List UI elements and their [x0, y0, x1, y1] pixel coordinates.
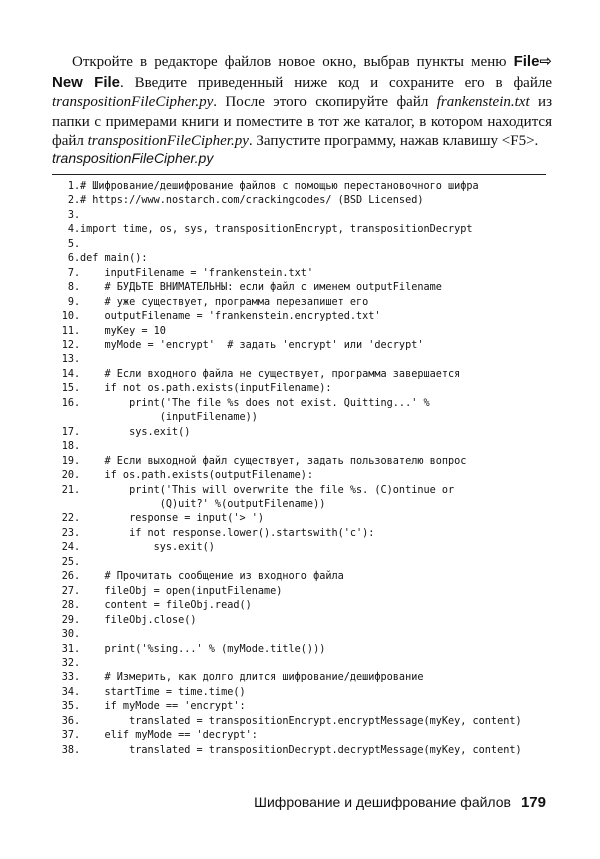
line-number: 19	[61, 455, 74, 467]
line-number-dot: .	[74, 238, 81, 250]
code-text: print('%sing...' % (myMode.title()))	[80, 643, 326, 655]
line-number: 20	[61, 470, 74, 482]
line-number: 25	[61, 556, 74, 568]
line-number: 37	[61, 730, 74, 742]
line-number-dot: .	[74, 325, 81, 337]
code-line	[52, 267, 572, 281]
line-number: 6	[67, 253, 74, 265]
code-text: if not response.lower().startswith('c'):	[80, 527, 375, 539]
line-number-dot: .	[74, 267, 81, 279]
code-text: # Если входного файла не существует, программа завершается	[80, 368, 461, 380]
line-number-dot: .	[74, 600, 81, 612]
line-number: 3	[67, 209, 74, 221]
code-line	[52, 671, 572, 685]
code-text: # https://www.nostarch.com/crackingcodes/ (BSD Licensed)	[80, 195, 424, 207]
filename-2: frankenstein.txt	[436, 94, 530, 110]
line-number: 2	[67, 195, 74, 207]
code-line	[52, 469, 572, 483]
code-text: myKey = 10	[80, 325, 166, 337]
code-listing	[52, 180, 572, 758]
intro-paragraph	[52, 52, 552, 152]
line-number-dot: .	[74, 296, 81, 308]
code-text: # БУДЬТЕ ВНИМАТЕЛЬНЫ: если файл с именем outputFilename	[80, 282, 442, 294]
code-line	[52, 614, 572, 628]
code-line	[52, 310, 572, 324]
filename-1: transpositionFileCipher.py	[52, 94, 214, 110]
code-text: translated = transpositionDecrypt.decryptMessage(myKey, content)	[80, 744, 522, 756]
code-line	[52, 541, 572, 555]
line-number-dot: .	[74, 354, 81, 366]
code-text: response = input('> ')	[80, 513, 265, 525]
line-number-dot: .	[74, 513, 81, 525]
line-number: 5	[67, 238, 74, 250]
line-number	[52, 411, 74, 425]
line-number-dot: .	[74, 368, 81, 380]
code-line	[52, 382, 572, 396]
line-number: 18	[61, 441, 74, 453]
code-text: fileObj = open(inputFilename)	[80, 585, 283, 597]
line-number-dot: .	[74, 383, 81, 395]
code-text: # Если выходной файл существует, задать пользователю вопрос	[80, 455, 467, 467]
code-text: content = fileObj.read()	[80, 600, 252, 612]
code-text: if os.path.exists(outputFilename):	[80, 470, 314, 482]
code-line	[52, 498, 572, 512]
line-number-dot: .	[74, 441, 81, 453]
code-line	[52, 556, 572, 570]
code-text: myMode = 'encrypt' # задать 'encrypt' или 'decrypt'	[80, 339, 424, 351]
code-line	[52, 238, 572, 252]
code-line	[52, 252, 572, 266]
code-line	[52, 411, 572, 425]
line-number: 9	[67, 296, 74, 308]
line-number-dot: .	[74, 470, 81, 482]
code-line	[52, 512, 572, 526]
line-number-dot: .	[74, 455, 81, 467]
line-number: 7	[67, 267, 74, 279]
code-line	[52, 715, 572, 729]
code-line	[52, 209, 572, 223]
line-number: 16	[61, 397, 74, 409]
line-number: 11	[61, 325, 74, 337]
code-text: print('This will overwrite the file %s. (C)ontinue or	[80, 484, 455, 496]
line-number: 34	[61, 686, 74, 698]
line-number: 22	[61, 513, 74, 525]
line-number: 23	[61, 527, 74, 539]
line-number-dot: .	[74, 629, 81, 641]
line-number-dot: .	[74, 556, 81, 568]
code-text: # Шифрование/дешифрование файлов с помощью перестановочного шифра	[80, 181, 479, 192]
line-number-dot: .	[74, 686, 81, 698]
line-number-dot: .	[74, 571, 81, 583]
page-footer	[254, 794, 546, 811]
line-number-dot: .	[74, 484, 81, 496]
line-number-dot: .	[74, 253, 81, 265]
line-number: 14	[61, 368, 74, 380]
line-number-dot: .	[74, 282, 81, 294]
chapter-title: Шифрование и дешифрование файлов	[254, 794, 511, 810]
code-line	[52, 455, 572, 469]
code-text: if not os.path.exists(inputFilename):	[80, 383, 332, 395]
code-text: sys.exit()	[80, 426, 191, 438]
line-number-dot: .	[74, 585, 81, 597]
filename-3: transpositionFileCipher.py	[87, 133, 249, 149]
line-number: 29	[61, 614, 74, 626]
line-number-dot: .	[74, 614, 81, 626]
line-number	[52, 498, 74, 512]
line-number-dot: .	[74, 657, 81, 669]
code-line	[52, 325, 572, 339]
line-number-dot: .	[74, 311, 81, 323]
line-number: 33	[61, 672, 74, 684]
code-line	[52, 643, 572, 657]
code-line	[52, 585, 572, 599]
code-text: (Q)uit?' %(outputFilename))	[80, 498, 326, 510]
code-line	[52, 686, 572, 700]
code-text: fileObj.close()	[80, 614, 197, 626]
code-text: (inputFilename))	[80, 412, 258, 424]
code-line	[52, 180, 572, 194]
menu-new-file: New File	[52, 73, 120, 91]
code-text: translated = transpositionEncrypt.encryptMessage(myKey, content)	[80, 715, 522, 727]
line-number-dot: .	[74, 209, 81, 221]
listing-divider	[52, 174, 546, 175]
line-number: 24	[61, 542, 74, 554]
code-line	[52, 744, 572, 758]
line-number: 32	[61, 657, 74, 669]
line-number-dot: .	[74, 730, 81, 742]
line-number-dot: .	[74, 542, 81, 554]
code-line	[52, 296, 572, 310]
intro-text-3: . После этого скопируйте файл	[213, 94, 437, 110]
code-line	[52, 223, 572, 237]
code-line	[52, 657, 572, 671]
line-number: 4	[67, 224, 74, 236]
intro-text-1: Откройте в редакторе файлов новое окно, выбрав пункты меню	[72, 54, 514, 70]
code-line	[52, 281, 572, 295]
code-text: import time, os, sys, transpositionEncrypt, transpositionDecrypt	[80, 224, 473, 236]
line-number: 1	[67, 181, 74, 192]
intro-text-4: из папки с примерами книги и поместите в тот же каталог, в котором находится файл	[52, 94, 552, 149]
line-number: 36	[61, 715, 74, 727]
code-text: sys.exit()	[80, 542, 215, 554]
code-text: inputFilename = 'frankenstein.txt'	[80, 267, 314, 279]
code-text: if myMode == 'encrypt':	[80, 701, 246, 713]
code-text: startTime = time.time()	[80, 686, 246, 698]
line-number: 12	[61, 339, 74, 351]
code-line	[52, 599, 572, 613]
line-number-dot: .	[74, 397, 81, 409]
code-line	[52, 353, 572, 367]
code-text: elif myMode == 'decrypt':	[80, 730, 258, 742]
line-number-dot: .	[74, 744, 81, 756]
line-number: 21	[61, 484, 74, 496]
line-number-dot: .	[74, 426, 81, 438]
line-number-dot: .	[74, 672, 81, 684]
line-number-dot: .	[74, 527, 81, 539]
line-number: 15	[61, 383, 74, 395]
line-number: 10	[61, 311, 74, 323]
code-line	[52, 194, 572, 208]
line-number: 26	[61, 571, 74, 583]
page-number: 179	[520, 794, 546, 811]
line-number: 31	[61, 643, 74, 655]
code-text: print('The file %s does not exist. Quitting...' %	[80, 397, 430, 409]
code-line	[52, 339, 572, 353]
line-number-dot: .	[74, 224, 81, 236]
line-number-dot: .	[74, 643, 81, 655]
line-number: 17	[61, 426, 74, 438]
code-line	[52, 700, 572, 714]
code-text: def main():	[80, 253, 148, 265]
listing-title: transpositionFileCipher.py	[52, 150, 214, 166]
line-number: 38	[61, 744, 74, 756]
code-text: # уже существует, программа перезапишет его	[80, 296, 369, 308]
code-line	[52, 484, 572, 498]
line-number-dot: .	[74, 701, 81, 713]
line-number-dot: .	[74, 195, 81, 207]
code-line	[52, 397, 572, 411]
menu-arrow-icon: ⇨	[539, 53, 552, 70]
line-number: 30	[61, 629, 74, 641]
line-number: 35	[61, 701, 74, 713]
line-number: 27	[61, 585, 74, 597]
code-line	[52, 368, 572, 382]
line-number-dot: .	[74, 715, 81, 727]
code-line	[52, 729, 572, 743]
code-text: # Измерить, как долго длится шифрование/дешифрование	[80, 672, 424, 684]
code-text: outputFilename = 'frankenstein.encrypted.txt'	[80, 311, 381, 323]
line-number-dot: .	[74, 339, 81, 351]
code-line	[52, 426, 572, 440]
line-number: 8	[67, 282, 74, 294]
line-number: 28	[61, 600, 74, 612]
code-line	[52, 527, 572, 541]
code-line	[52, 570, 572, 584]
code-line	[52, 440, 572, 454]
line-number: 13	[61, 354, 74, 366]
menu-file: File	[513, 53, 540, 70]
intro-text-5: . Запустите программу, нажав клавишу <F5>.	[248, 133, 539, 149]
intro-text-2: . Введите приведенный ниже код и сохраните его в файле	[120, 74, 552, 91]
code-text: # Прочитать сообщение из входного файла	[80, 571, 344, 583]
line-number-dot: .	[74, 181, 81, 192]
code-line	[52, 628, 572, 642]
